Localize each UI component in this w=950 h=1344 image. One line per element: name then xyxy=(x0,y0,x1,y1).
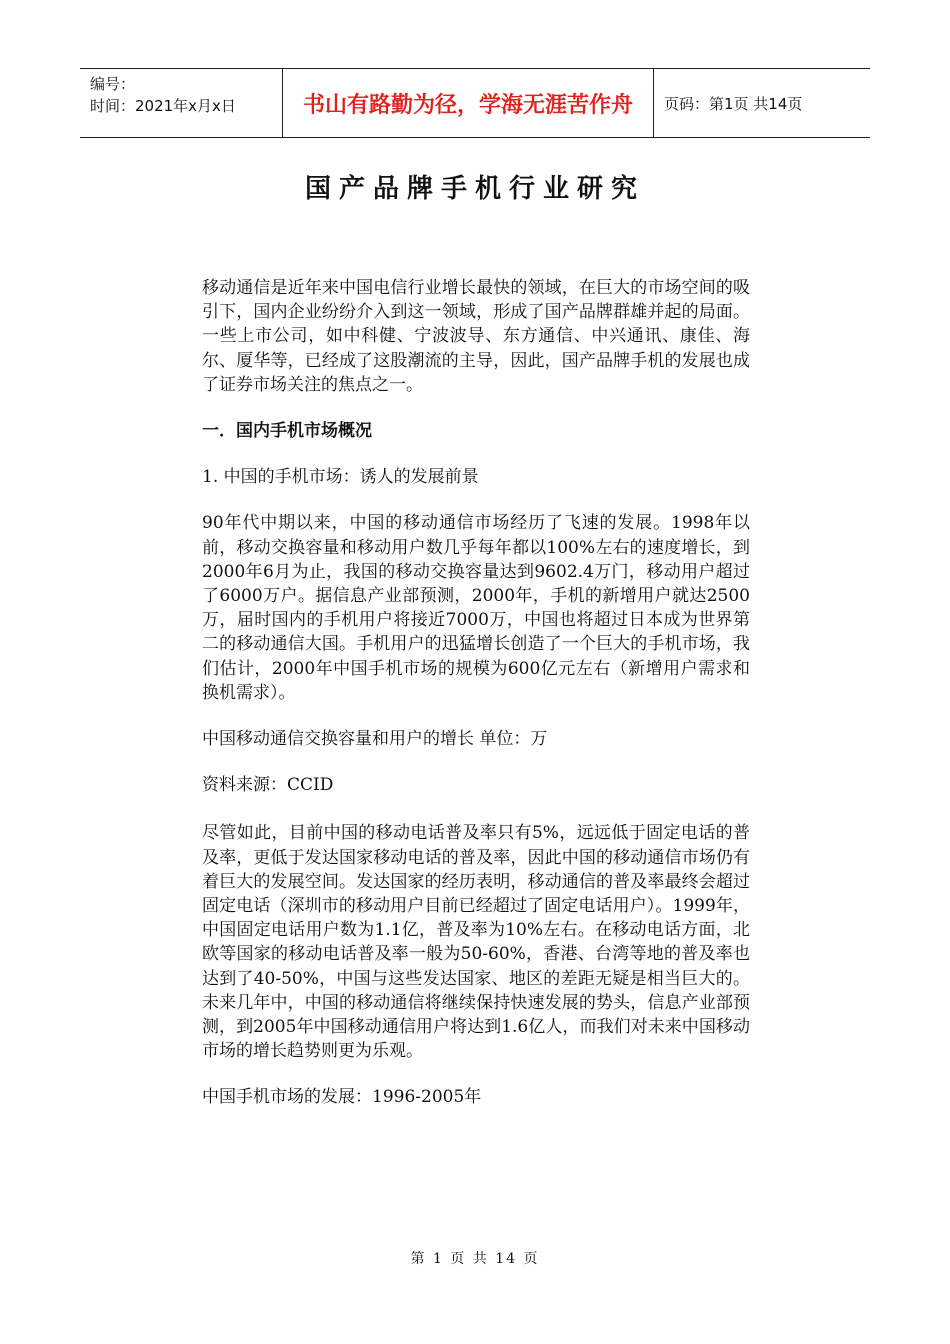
document-number-label: 编号： xyxy=(90,75,136,93)
header-motto: 书山有路勤为径，学海无涯苦作舟 xyxy=(282,69,654,137)
header-page-info: 页码：第1页 共14页 xyxy=(664,94,803,113)
subsection-heading: 1. 中国的手机市场：诱人的发展前景 xyxy=(202,467,479,488)
table-caption: 中国移动通信交换容量和用户的增长 单位：万 xyxy=(202,729,548,750)
chart-caption: 中国手机市场的发展：1996-2005年 xyxy=(202,1087,482,1108)
body-paragraph: 尽管如此，目前中国的移动电话普及率只有5%，远远低于固定电话的普及率，更低于发达国家移动电话的普及率，因此中国的移动通信市场仍有着巨大的发展空间。发达国家的经历表明，移动通信的普及率最终会超过固定电话（深圳市的移动用户目前已经超过了固定电话用户）。1999年，中国固定电话用户数为1.1亿，普及率为10%左右。在移动电话方面，北欧等国家的移动电话普及率一般为50-60%，香港、台湾等地的普及率也达到了40-50%，中国与这些发达国家、地区的差距无疑是相当巨大的。未来几年中，中国的移动通信将继续保持快速发展的势头，信息产业部预测，到2005年中国移动通信用户将达到1.6亿人，而我们对未来中国移动市场的增长趋势则更为乐观。 xyxy=(202,823,750,1062)
body-paragraph: 90年代中期以来，中国的移动通信市场经历了飞速的发展。1998年以前，移动交换容量和移动用户数几乎每年都以100%左右的速度增长，到2000年6月为止，我国的移动交换容量达到9602.4万门，移动用户超过了6000万户。据信息产业部预测，2000年，手机的新增用户就达2500万，届时国内的手机用户将接近7000万，中国也将超过日本成为世界第二的移动通信大国。手机用户的迅猛增长创造了一个巨大的手机市场，我们估计，2000年中国手机市场的规模为600亿元左右（新增用户需求和换机需求）。 xyxy=(202,513,750,703)
page-header xyxy=(80,68,870,138)
document-body xyxy=(202,276,750,1132)
document-title: 国产品牌手机行业研究 xyxy=(304,174,645,204)
page-footer: 第 1 页 共 14 页 xyxy=(410,1251,540,1267)
section-heading: 一．国内手机市场概况 xyxy=(202,421,372,442)
source-note: 资料来源：CCID xyxy=(202,775,334,796)
intro-paragraph: 移动通信是近年来中国电信行业增长最快的领域，在巨大的市场空间的吸引下，国内企业纷纷介入到这一领域，形成了国产品牌群雄并起的局面。一些上市公司，如中科健、宁波波导、东方通信、中兴通讯、康佳、海尔、厦华等，已经成了这股潮流的主导，因此，国产品牌手机的发展也成了证券市场关注的焦点之一。 xyxy=(202,278,750,395)
header-meta xyxy=(80,69,282,137)
document-date: 时间：2021年x月x日 xyxy=(90,97,236,115)
